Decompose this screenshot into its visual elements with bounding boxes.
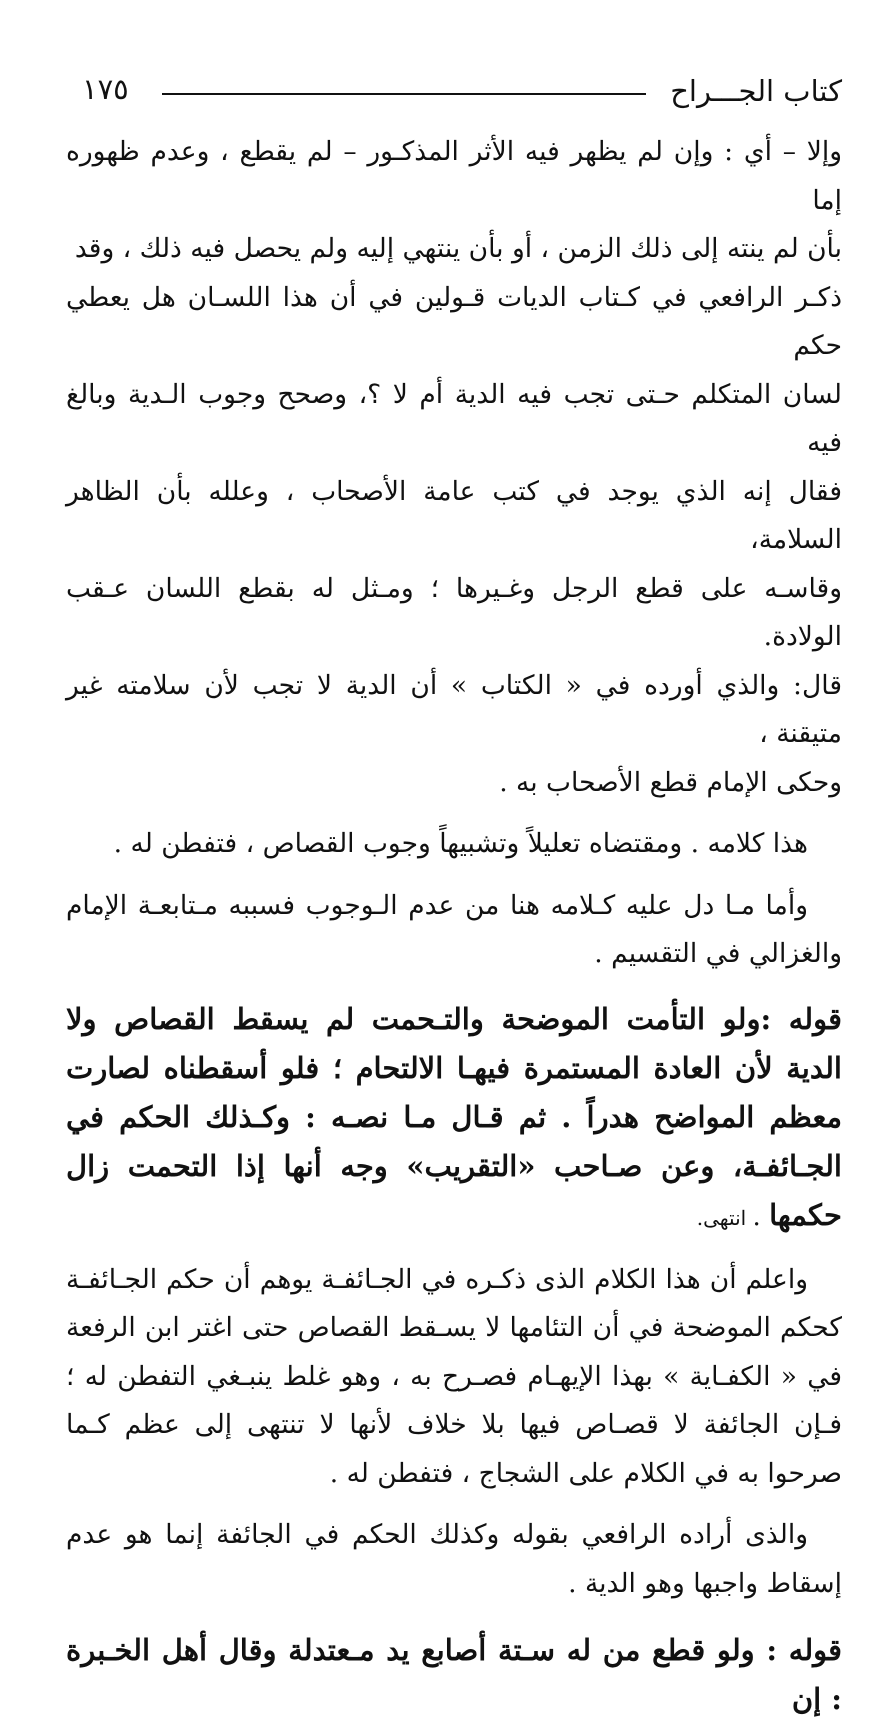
paragraph-3: وأما مـا دل عليه كـلامه هنا من عدم الـوجوب فسببه مـتابعـة الإمام والغزالي في التقسيم . (66, 889, 842, 969)
paragraph-line: وقاسـه على قطع الرجل وغـيرها ؛ ومـثل له بقطع اللسان عـقب الولادة. (66, 572, 842, 652)
quoted-statement-2: قوله : ولو قطع من له سـتة أصابع يد مـعتدلة وقال أهل الخـبرة : إن (66, 1633, 842, 1716)
paragraph-2: هذا كلامه . ومقتضاه تعليلاً وتشبيهاً وجوب القصاص ، فتفطن له . (113, 828, 808, 859)
book-page (66, 60, 842, 1724)
page-number: ١٧٥ (82, 72, 129, 106)
page-header (66, 60, 842, 122)
header-rule (162, 93, 646, 95)
paragraph-1 (66, 128, 842, 807)
paragraph-line: بأن لم ينته إلى ذلك الزمن ، أو بأن ينتهي إليه ولم يحصل فيه ذلك ، وقد (74, 233, 842, 264)
paragraph-line: فقال إنه الذي يوجد في كتب عامة الأصحاب ، وعلله بأن الظاهر السلامة، (66, 475, 842, 555)
paragraph-5: والذى أراده الرافعي بقوله وكذلك الحكم في الجائفة إنما هو عدم إسقاط واجبها وهو الدية . (66, 1519, 842, 1599)
paragraph-line: ذكـر الرافعي في كـتاب الديات قـولين في أن هذا اللسـان هل يعطي حكم (66, 281, 842, 361)
paragraph-line: لسان المتكلم حـتى تجب فيه الدية أم لا ؟، وصحح وجوب الـدية وبالغ فيه (66, 378, 842, 458)
quoted-statement-text: قوله :ولو التأمت الموضحة والتـحمت لم يسقط القصاص ولا الدية لأن العادة المستمرة فيهـا الالتحام ؛ فلو أسقطناه لصارت معظم المواضح هدراً . ثم قـال مـا نصـه : وكـذلك الحكم في الجـائفـة، وعن صـاحب «التقريب» وجه أنها إذا التحمت زال حكمها (66, 1001, 842, 1232)
quoted-statement-end-note: انتهى. (696, 1205, 753, 1230)
quoted-statement-1 (66, 995, 842, 1243)
running-title: كتاب الجـــراح (670, 74, 842, 108)
paragraph-4: واعلم أن هذا الكلام الذى ذكـره في الجـائفـة يوهم أن حكم الجـائفـة كحكم الموضحة في أن التئامها لا يسـقط القصاص حتى اغتر ابن الرفعة في « الكفـاية » بهذا الإيهـام فصـرح به ، وهو غلط ينبـغي التفطن له ؛ فـإن الجائفة لا قصـاص فيها بلا خلاف لأنها لا تنتهى إلى عظم كـما صرحوا به في الكلام على الشجاج ، فتفطن له . (66, 1263, 842, 1489)
paragraph-line: وإلا – أي : وإن لم يظهر فيه الأثر المذكـور – لم يقطع ، وعدم ظهوره إما (66, 136, 842, 216)
paragraph-line: وحكى الإمام قطع الأصحاب به . (499, 766, 842, 798)
quoted-statement-tail: . (752, 1201, 770, 1232)
paragraph-line: قال: والذي أورده في « الكتاب » أن الدية لا تجب لأن سلامته غير متيقنة ، (66, 669, 842, 749)
